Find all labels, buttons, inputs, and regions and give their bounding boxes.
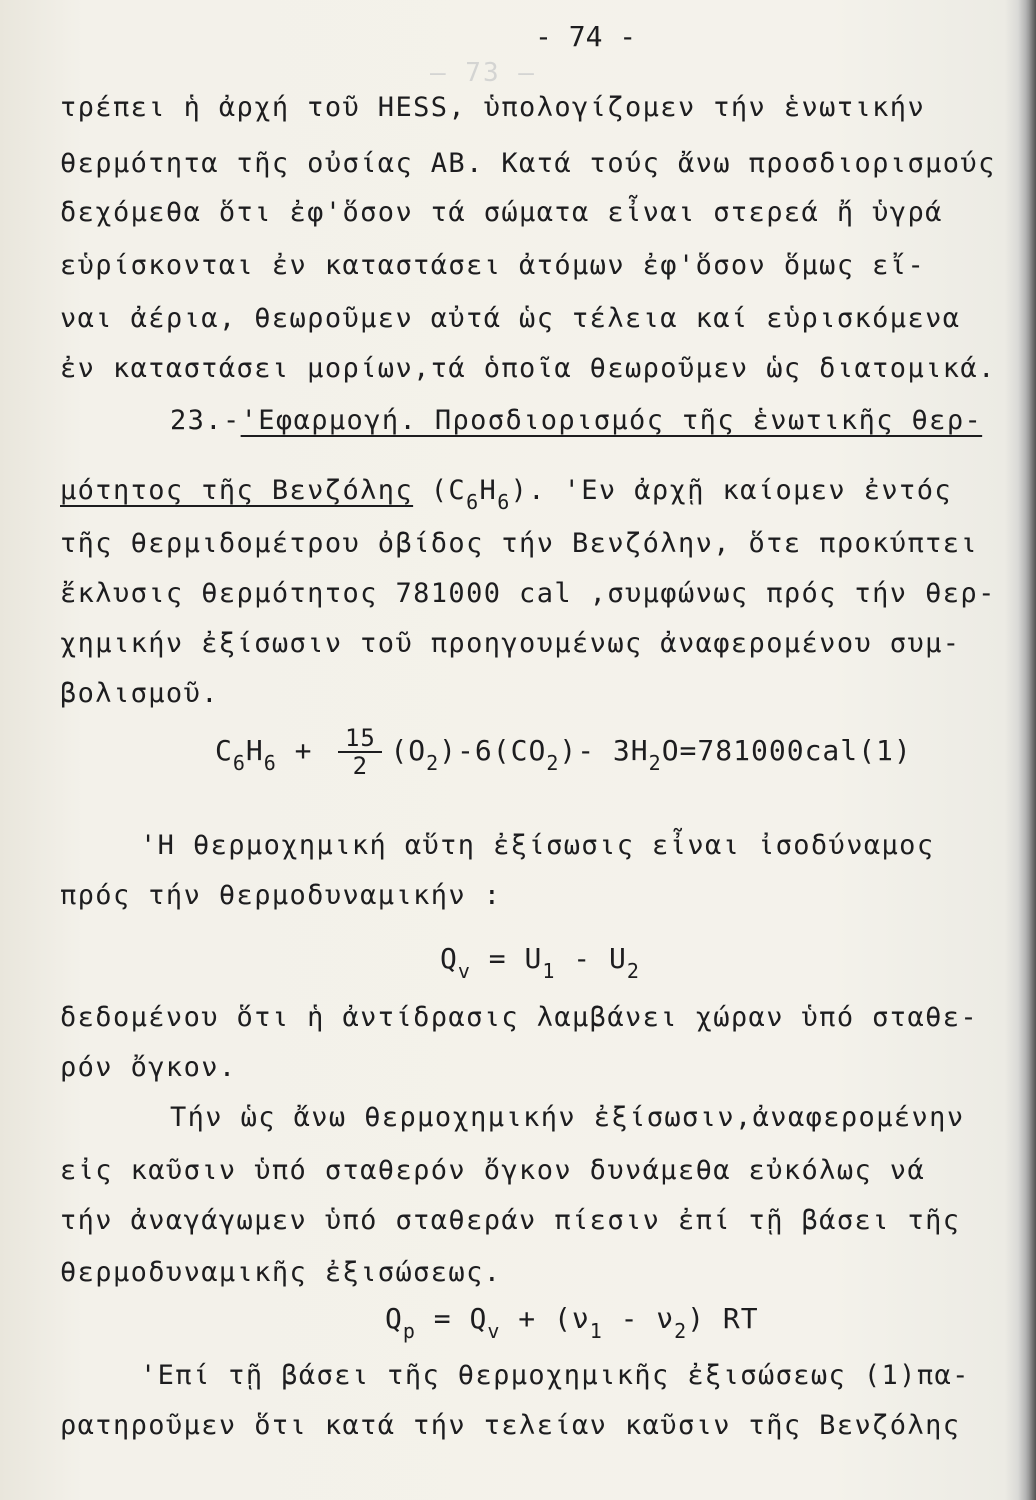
text-line: ρατηροῦμεν ὅτι κατά τήν τελείαν καῦσιν τῆς Βενζόλης bbox=[60, 1410, 961, 1441]
section-title: 'Εφαρμογή. Προσδιορισμός τῆς ἑνωτικῆς θερ- bbox=[240, 405, 983, 436]
benzene-formula: $(C_6H_6)$. 'Εν ἀρχῇ καίομεν ἐντός bbox=[413, 475, 953, 514]
section-number: 23.- bbox=[170, 405, 241, 436]
text-line: τήν ἀναγάγωμεν ὑπό σταθεράν πίεσιν ἐπί τῇ βάσει τῆς bbox=[60, 1205, 961, 1236]
section-heading-cont bbox=[60, 475, 952, 514]
text-line: πρός τήν θερμοδυναμικήν : bbox=[60, 880, 502, 911]
page-edge-shadow bbox=[1018, 0, 1036, 1500]
text-line: δεχόμεθα ὅτι ἐφ'ὅσον τά σώματα εἶναι στερεά ἤ ὑγρά bbox=[60, 197, 943, 228]
text-line: ναι ἀέρια, θεωροῦμεν αὐτά ὡς τέλεια καί εὑρισκόμενα bbox=[60, 303, 961, 334]
page-number: - 74 - bbox=[535, 20, 637, 53]
text-line: ἐν καταστάσει μορίων,τά ὁποῖα θεωροῦμεν ὡς διατομικά. bbox=[60, 353, 996, 384]
equation-2: $Q_v = U_1 - U_2$ bbox=[440, 942, 640, 983]
text-line: ρόν ὄγκον. bbox=[60, 1052, 237, 1083]
text-line: 'Η θερμοχημική αὕτη ἐξίσωσις εἶναι ἰσοδύναμος bbox=[140, 830, 935, 861]
text-line: Τήν ὡς ἄνω θερμοχημικήν ἐξίσωσιν,ἀναφερομένην bbox=[170, 1102, 965, 1133]
text-line: δεδομένου ὅτι ἡ ἀντίδρασις λαμβάνει χώραν ὑπό σταθε- bbox=[60, 1002, 979, 1033]
text-line: θερμοδυναμικῆς ἐξισώσεως. bbox=[60, 1257, 502, 1288]
text-line: τρέπει ἡ ἀρχή τοῦ HESS, ὑπολογίζομεν τήν ἑνωτικήν bbox=[60, 92, 926, 123]
section-title-cont: μότητος τῆς Βενζόλης bbox=[60, 475, 414, 506]
text-line: ἔκλυσις θερμότητος 781000 cal ,συμφώνως πρός τήν θερ- bbox=[60, 578, 996, 609]
equation-1: $C_6H_6$ + $\frac{15}{2}$ $(O_2)-6(CO_2)-$ $3H_2O=781000cal(1)$ bbox=[215, 724, 912, 780]
equation-3: $Q_p = Q_v + (\nu_1 - \nu_2)$ RT bbox=[385, 1302, 759, 1343]
text-line: εἰς καῦσιν ὑπό σταθερόν ὄγκον δυνάμεθα εὐκόλως νά bbox=[60, 1155, 926, 1186]
text-line: εὑρίσκονται ἐν καταστάσει ἀτόμων ἐφ'ὅσον ὅμως εἴ- bbox=[60, 250, 926, 281]
text-line: βολισμοῦ. bbox=[60, 678, 219, 709]
section-heading bbox=[170, 405, 982, 436]
bleed-through-text: — 73 — bbox=[430, 58, 536, 88]
text-line: 'Επί τῇ βάσει τῆς θερμοχημικῆς ἐξισώσεως (1)πα- bbox=[140, 1360, 970, 1391]
text-line: θερμότητα τῆς οὐσίας ΑΒ. Κατά τούς ἄνω προσδιορισμούς bbox=[60, 148, 996, 179]
text-line: χημικήν ἐξίσωσιν τοῦ προηγουμένως ἀναφερομένου συμ- bbox=[60, 628, 961, 659]
text-line: τῆς θερμιδομέτρου ὀβίδος τήν Βενζόλην, ὅτε προκύπτει bbox=[60, 528, 979, 559]
fraction: $\frac{15}{2}$ bbox=[338, 725, 382, 779]
